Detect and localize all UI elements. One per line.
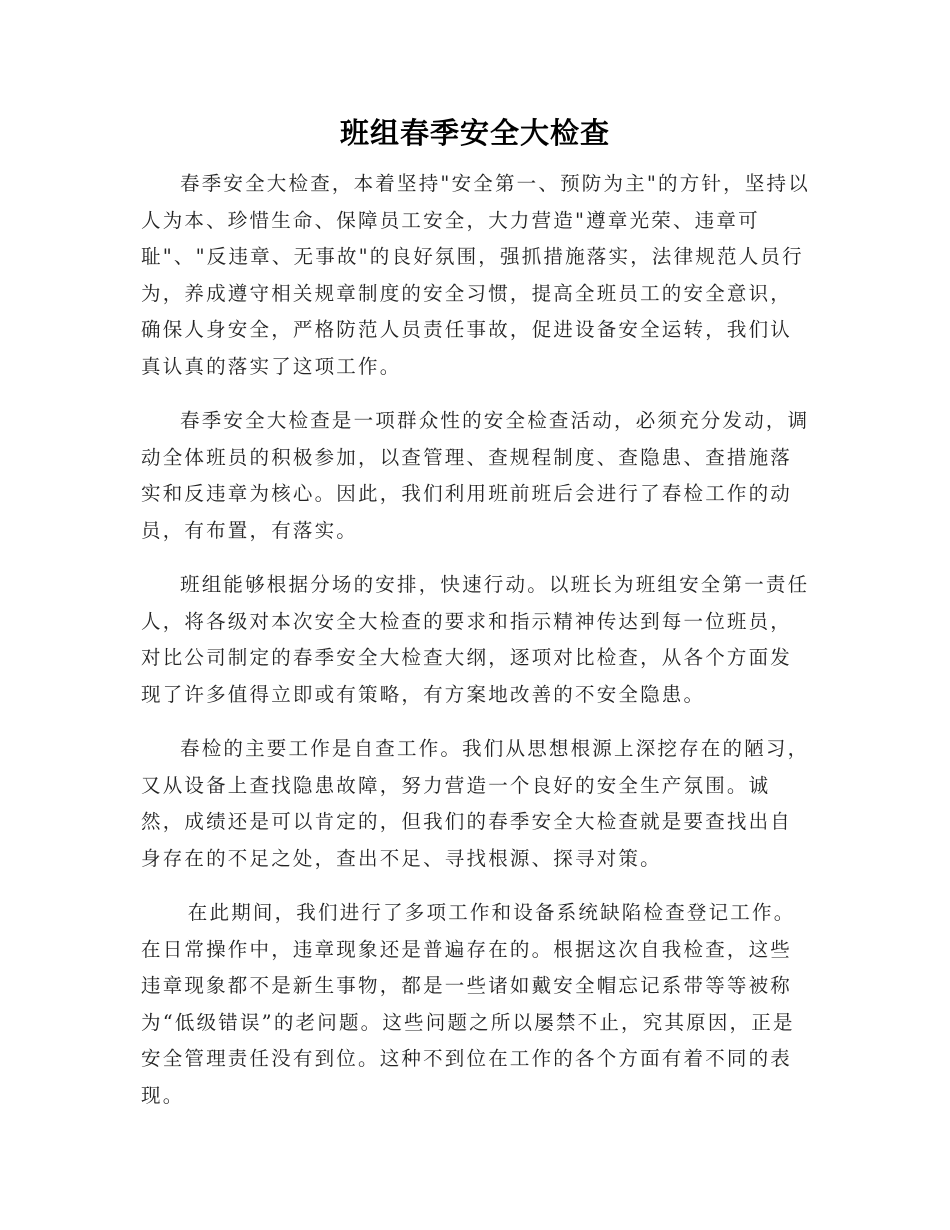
paragraph-4: 春检的主要工作是自查工作。我们从思想根源上深挖存在的陋习，又从设备上查找隐患故障，努力营造一个良好的安全生产氛围。诚然，成绩还是可以肯定的，但我们的春季安全大检查就是要查找出自身存在的不足之处，查出不足、寻找根源、探寻对策。 bbox=[141, 737, 810, 870]
paragraph-2: 春季安全大检查是一项群众性的安全检查活动，必须充分发动，调动全体班员的积极参加，以查管理、查规程制度、查隐患、查措施落实和反违章为核心。因此，我们利用班前班后会进行了春检工作的动员，有布置，有落实。 bbox=[141, 409, 810, 542]
document-body bbox=[141, 166, 813, 1132]
document-title: 班组春季安全大检查 bbox=[339, 116, 610, 150]
paragraph-5: 在此期间，我们进行了多项工作和设备系统缺陷检查登记工作。在日常操作中，违章现象还是普遍存在的。根据这次自我检查，这些违章现象都不是新生事物，都是一些诸如戴安全帽忘记系带等等被称为“低级错误”的老问题。这些问题之所以屡禁不止，究其原因，正是安全管理责任没有到位。这种不到位在工作的各个方面有着不同的表现。 bbox=[141, 901, 796, 1107]
paragraph-3: 班组能够根据分场的安排，快速行动。以班长为班组安全第一责任人，将各级对本次安全大检查的要求和指示精神传达到每一位班员，对比公司制定的春季安全大检查大纲，逐项对比检查，从各个方面发现了许多值得立即或有策略，有方案地改善的不安全隐患。 bbox=[141, 573, 810, 706]
paragraph-1: 春季安全大检查，本着坚持"安全第一、预防为主"的方针，坚持以人为本、珍惜生命、保障员工安全，大力营造"遵章光荣、违章可耻"、"反违章、无事故"的良好氛围，强抓措施落实，法律规范人员行为，养成遵守相关规章制度的安全习惯，提高全班员工的安全意识，确保人身安全，严格防范人员责任事故，促进设备安全运转，我们认真认真的落实了这项工作。 bbox=[141, 172, 810, 378]
